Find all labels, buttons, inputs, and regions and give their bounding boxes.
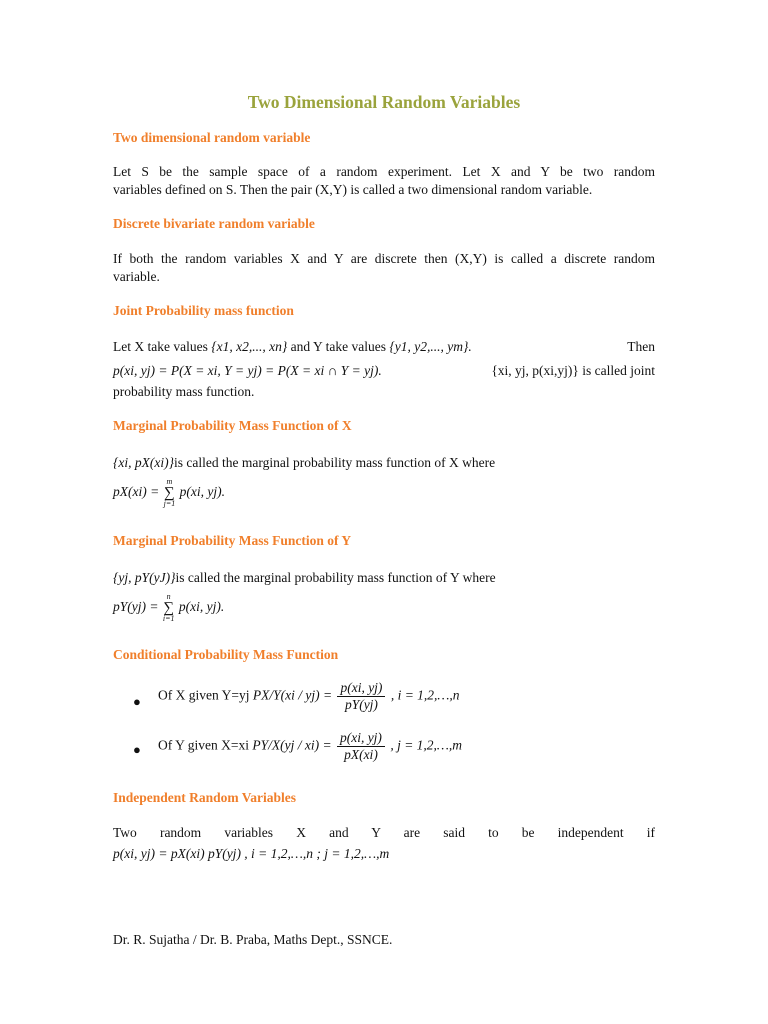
- denominator: pY(yj): [344, 697, 378, 712]
- denominator: pX(xi): [344, 747, 378, 762]
- text: Let X take values: [113, 339, 208, 354]
- bullet-label: Of Y given X=xi: [158, 737, 249, 753]
- marginal-y-pair: {yj, pY(yJ)}: [113, 570, 176, 585]
- eq-lhs: PX/Y(xi / yj) =: [252, 687, 333, 703]
- bullet-icon: ●: [133, 694, 141, 709]
- marginal-x-pair: {xi, pX(xi)}: [113, 455, 175, 470]
- numerator: p(xi, yj): [337, 680, 385, 697]
- conditional-x-given-y: [158, 680, 460, 713]
- sigma-icon: ∑: [163, 600, 175, 616]
- x-values-set: {x1, x2,..., xn}: [211, 339, 288, 354]
- heading-two-dimensional-rv: Two dimensional random variable: [113, 130, 311, 145]
- heading-joint-pmf: Joint Probability mass function: [113, 303, 294, 318]
- paragraph-line: Two random variables X and Y are said to be independent if: [113, 825, 655, 840]
- joint-pmf-equation: p(xi, yj) = P(X = xi, Y = yj) = P(X = xi ∩ Y = yj).: [113, 363, 382, 378]
- fraction: [337, 730, 385, 763]
- marginal-y-line: [113, 569, 655, 587]
- bullet-icon: ●: [133, 742, 141, 757]
- paragraph-line: Let S be the sample space of a random experiment. Let X and Y be two random: [113, 164, 655, 179]
- text: is called the marginal probability mass function of X where: [174, 455, 496, 470]
- heading-conditional-pmf: Conditional Probability Mass Function: [113, 647, 339, 662]
- marginal-x-line: [113, 454, 655, 472]
- independence-equation: p(xi, yj) = pX(xi) pY(yj) , i = 1,2,…,n ; j = 1,2,…,m: [113, 846, 390, 861]
- text: {xi, yj, p(xi,yj)} is called joint: [491, 363, 655, 378]
- heading-independent-rv: Independent Random Variables: [113, 790, 297, 805]
- sum-lower: i=1: [162, 614, 175, 623]
- eq-lhs: PY/X(yj / xi) =: [252, 737, 332, 753]
- bullet-label: Of X given Y=yj: [158, 687, 250, 703]
- heading-marginal-x: Marginal Probability Mass Function of X: [113, 418, 352, 433]
- paragraph-line: variables defined on S. Then the pair (X,Y) is called a two dimensional random variable.: [113, 182, 593, 197]
- joint-pmf-line-2: [113, 362, 655, 380]
- eq-lhs: pY(yj) =: [113, 599, 159, 615]
- text: Then: [627, 339, 655, 354]
- paragraph-line: probability mass function.: [113, 384, 255, 399]
- eq-rhs: p(xi, yj).: [178, 599, 225, 615]
- heading-discrete-bivariate: Discrete bivariate random variable: [113, 216, 315, 231]
- index-range: , j = 1,2,…,m: [390, 737, 463, 753]
- marginal-x-equation: [113, 478, 225, 508]
- index-range: , i = 1,2,…,n: [390, 687, 460, 703]
- sum-upper: m: [166, 477, 173, 486]
- footer-credit: Dr. R. Sujatha / Dr. B. Praba, Maths Dept., SSNCE.: [113, 932, 393, 947]
- conditional-y-given-x: [158, 730, 462, 763]
- y-values-set: {y1, y2,..., ym}.: [389, 339, 472, 354]
- fraction: [337, 680, 385, 713]
- sum-lower: j=1: [163, 499, 176, 508]
- text: is called the marginal probability mass function of Y where: [175, 570, 496, 585]
- eq-lhs: pX(xi) =: [113, 484, 160, 500]
- summation-symbol: [163, 593, 175, 623]
- numerator: p(xi, yj): [337, 730, 385, 747]
- text: and Y take values: [290, 339, 386, 354]
- joint-pmf-line-1: [113, 338, 655, 356]
- summation-symbol: [164, 478, 176, 508]
- marginal-y-equation: [113, 593, 224, 623]
- page-title: Two Dimensional Random Variables: [247, 92, 521, 112]
- sum-upper: n: [166, 592, 171, 601]
- heading-marginal-y: Marginal Probability Mass Function of Y: [113, 533, 352, 548]
- paragraph-line: variable.: [113, 269, 160, 284]
- paragraph-line: If both the random variables X and Y are discrete then (X,Y) is called a discrete random: [113, 251, 655, 266]
- sigma-icon: ∑: [164, 485, 175, 501]
- eq-rhs: p(xi, yj).: [179, 484, 225, 500]
